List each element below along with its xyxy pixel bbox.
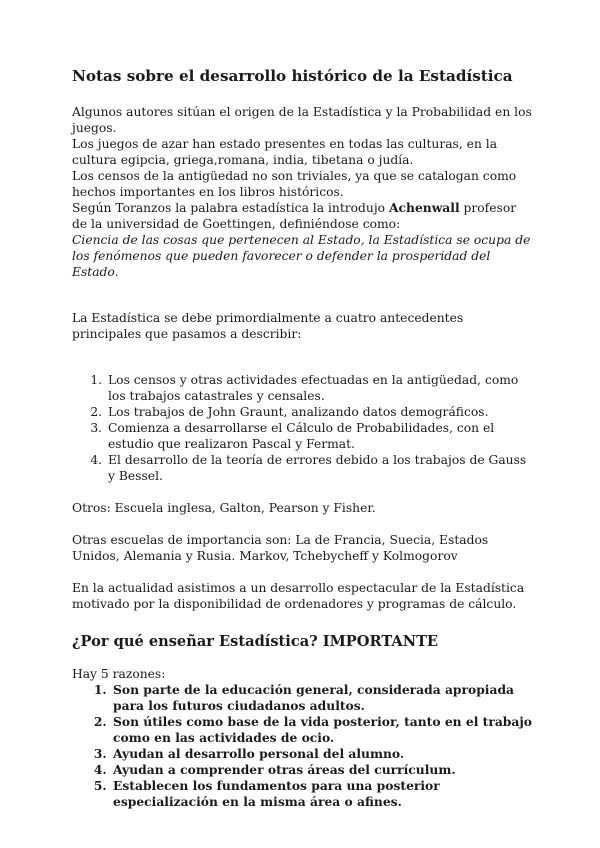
- intro-line-2: Los juegos de azar han estado presentes en todas las culturas, en la cultura egipcia, griega,romana, india, tibetana o judía.: [72, 137, 498, 167]
- document-page: [72, 66, 532, 810]
- intro-line-4-pre: Según Toranzos la palabra estadística la introdujo: [72, 201, 389, 215]
- antecedentes-item: 3. Comienza a desarrollarse el Cálculo de Probabilidades, con el estudio que realizaron Pascal y Fermat.: [106, 420, 532, 452]
- page-title: Notas sobre el desarrollo histórico de la Estadística: [72, 67, 513, 85]
- achenwall-name: Achenwall: [388, 200, 460, 215]
- antecedentes-item: 1. Los censos y otras actividades efectuadas en la antigüedad, como los trabajos catastrales y censales.: [106, 372, 532, 404]
- antecedentes-intro: La Estadística se debe primordialmente a cuatro antecedentes principales que pasamos a describir:: [72, 311, 464, 341]
- razones-item: 3. Ayudan al desarrollo personal del alumno.: [111, 746, 532, 762]
- actualidad-paragraph: En la actualidad asistimos a un desarrollo espectacular de la Estadística motivado por la disponibilidad de ordenadores y programas de cálculo.: [72, 581, 525, 611]
- razones-item: 2. Son útiles como base de la vida posterior, tanto en el trabajo como en las actividades de ocio.: [111, 714, 532, 746]
- antecedentes-list: [72, 372, 532, 484]
- otros-paragraph: Otros: Escuela inglesa, Galton, Pearson y Fisher.: [72, 501, 376, 515]
- razones-item: 1. Son parte de la educación general, considerada apropiada para los futuros ciudadanos adultos.: [111, 682, 532, 714]
- razones-list: [72, 682, 532, 810]
- razones-intro: Hay 5 razones:: [72, 667, 166, 681]
- estadistica-definition: Ciencia de las cosas que pertenecen al Estado, la Estadística se ocupa de los fenómenos que pueden favorecer o defender la prosperidad del Estado.: [72, 233, 531, 279]
- intro-paragraph: [72, 104, 532, 280]
- antecedentes-item: 2. Los trabajos de John Graunt, analizando datos demográficos.: [106, 404, 532, 420]
- intro-line-3: Los censos de la antigüedad no son triviales, ya que se catalogan como hechos importantes en los libros históricos.: [72, 169, 517, 199]
- antecedentes-item: 4. El desarrollo de la teoría de errores debido a los trabajos de Gauss y Bessel.: [106, 452, 532, 484]
- intro-line-1: Algunos autores sitúan el origen de la Estadística y la Probabilidad en los juegos.: [72, 105, 532, 135]
- otras-escuelas-paragraph: Otras escuelas de importancia son: La de Francia, Suecia, Estados Unidos, Alemania y Rusia. Markov, Tchebycheff y Kolmogorov: [72, 533, 489, 563]
- intro-line-4: [72, 200, 532, 232]
- razones-item: 5. Establecen los fundamentos para una posterior especialización en la misma área o afines.: [111, 778, 532, 810]
- razones-item: 4. Ayudan a comprender otras áreas del currículum.: [111, 762, 532, 778]
- section-2-title: ¿Por qué enseñar Estadística? IMPORTANTE: [72, 633, 439, 650]
- intro-line-4-post: profesor de la universidad de Goettingen, definiéndose como:: [72, 201, 517, 231]
